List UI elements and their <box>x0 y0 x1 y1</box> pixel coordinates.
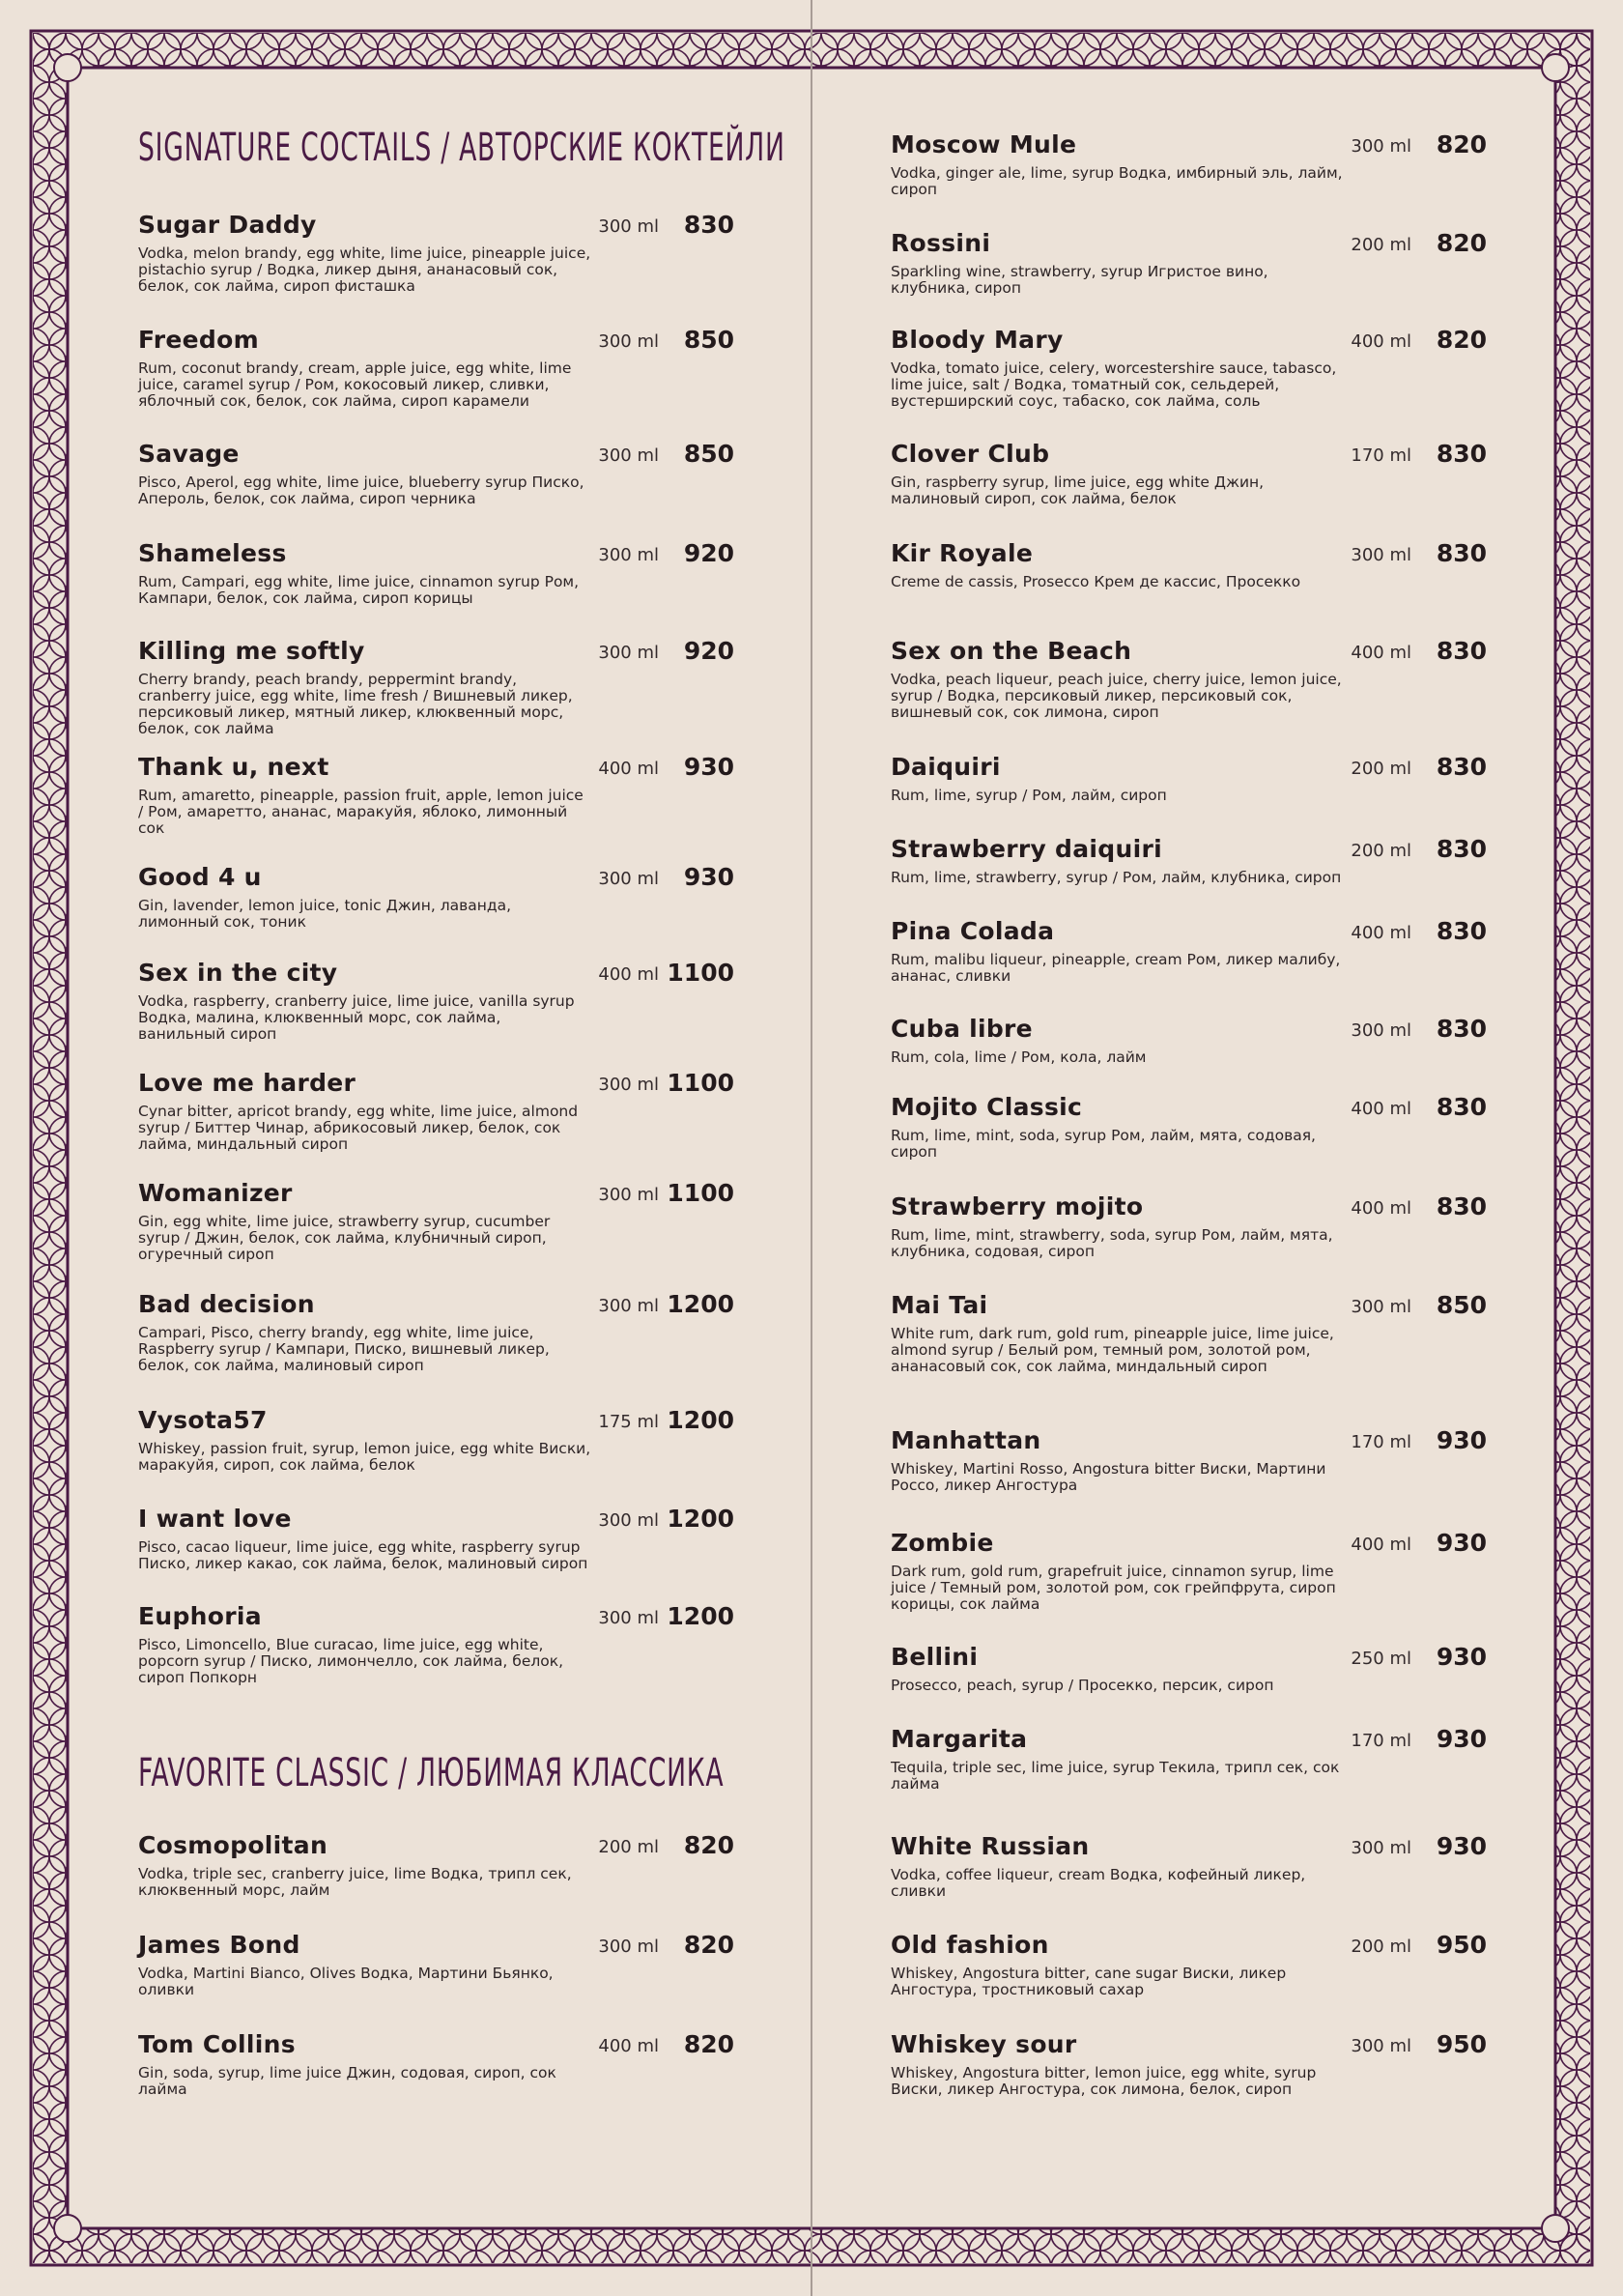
item-price: 820 <box>1436 130 1487 158</box>
item-name: Tom Collins <box>138 2030 296 2058</box>
item-name: Zombie <box>891 1529 994 1557</box>
item-name: Rossini <box>891 229 991 257</box>
item-name: Bellini <box>891 1643 979 1671</box>
item-price: 920 <box>683 637 734 665</box>
item-name: Mai Tai <box>891 1291 988 1319</box>
item-description: Pisco, Limoncello, Blue curacao, lime juice, egg white, popcorn syrup / Писко, лимончелло, сок лайма, белок, сироп Попкорн <box>138 1636 564 1686</box>
item-volume: 300 ml <box>598 331 659 352</box>
item-description: Rum, coconut brandy, cream, apple juice, egg white, lime juice, caramel syrup / Ром, кокосовый ликер, сливки, яблочный сок, белок, сок лайма, сироп карамели <box>138 359 572 410</box>
item-volume: 170 ml <box>1351 1731 1411 1751</box>
item-description: Rum, Campari, egg white, lime juice, cinnamon syrup Ром, Кампари, белок, сок лайма, сироп корицы <box>138 573 580 607</box>
item-description: Cherry brandy, peach brandy, peppermint brandy, cranberry juice, egg white, lime fresh / Вишневый ликер, персиковый ликер, мятный ликер, клюквенный морс, белок, сок лайма <box>138 671 573 737</box>
item-volume: 300 ml <box>598 1937 659 1957</box>
item-price: 1100 <box>667 1069 734 1097</box>
item-description: Whiskey, passion fruit, syrup, lemon juice, egg white Виски, маракуйя, сироп, сок лайма, белок <box>138 1440 591 1474</box>
item-price: 1200 <box>667 1290 734 1318</box>
item-description: Cynar bitter, apricot brandy, egg white, lime juice, almond syrup / Биттер Чинар, абрикосовый ликер, белок, сок лайма, миндальный сироп <box>138 1103 579 1153</box>
item-name: Daiquiri <box>891 753 1001 781</box>
item-volume: 300 ml <box>598 216 659 237</box>
item-name: Freedom <box>138 326 259 354</box>
item-description: White rum, dark rum, gold rum, pineapple juice, lime juice, almond syrup / Белый ром, темный ром, золотой ром, ананасовый сок, сок лайма, миндальный сироп <box>891 1325 1334 1375</box>
item-description: Whiskey, Martini Rosso, Angostura bitter Виски, Мартини Россо, ликер Ангостура <box>891 1460 1326 1494</box>
item-name: White Russian <box>891 1832 1090 1860</box>
item-description: Rum, malibu liqueur, pineapple, cream Ром, ликер малибу, ананас, сливки <box>891 951 1341 985</box>
item-price: 1100 <box>667 959 734 987</box>
item-description: Gin, egg white, lime juice, strawberry syrup, cucumber syrup / Джин, белок, сок лайма, клубничный сироп, огуречный сироп <box>138 1213 551 1263</box>
item-volume: 400 ml <box>1351 1198 1411 1219</box>
item-price: 820 <box>1436 229 1487 257</box>
item-description: Rum, cola, lime / Ром, кола, лайм <box>891 1048 1147 1066</box>
item-volume: 400 ml <box>1351 1099 1411 1119</box>
item-name: Sex in the city <box>138 959 338 987</box>
item-price: 1200 <box>667 1505 734 1533</box>
item-name: Bad decision <box>138 1290 315 1318</box>
item-volume: 400 ml <box>598 964 659 985</box>
item-name: Moscow Mule <box>891 130 1077 158</box>
item-name: Shameless <box>138 539 287 567</box>
item-name: Sugar Daddy <box>138 211 317 239</box>
item-name: Cosmopolitan <box>138 1831 328 1859</box>
item-description: Vodka, Martini Bianco, Olives Водка, Мартини Бьянко, оливки <box>138 1965 554 1998</box>
item-description: Creme de cassis, Prosecco Крем де кассис, Просекко <box>891 573 1301 590</box>
item-description: Campari, Pisco, cherry brandy, egg white, lime juice, Raspberry syrup / Кампари, Писко, вишневый ликер, белок, сок лайма, малиновый сироп <box>138 1324 550 1374</box>
item-price: 1200 <box>667 1602 734 1630</box>
item-name: Clover Club <box>891 440 1050 468</box>
item-description: Vodka, tomato juice, celery, worcestershire sauce, tabasco, lime juice, salt / Водка, томатный сок, сельдерей, вустерширский соус, табаско, сок лайма, соль <box>891 359 1337 410</box>
item-price: 830 <box>1436 917 1487 945</box>
item-description: Gin, lavender, lemon juice, tonic Джин, лаванда, лимонный сок, тоник <box>138 897 512 931</box>
signature-section-title: SIGNATURE COCTAILS / АВТОРСКИЕ КОКТЕЙЛИ <box>138 126 785 170</box>
item-description: Prosecco, peach, syrup / Просекко, персик, сироп <box>891 1677 1274 1694</box>
item-price: 930 <box>1436 1426 1487 1454</box>
item-volume: 300 ml <box>598 1185 659 1205</box>
item-price: 930 <box>1436 1529 1487 1557</box>
item-name: Old fashion <box>891 1931 1049 1959</box>
item-volume: 300 ml <box>1351 1838 1411 1858</box>
item-volume: 200 ml <box>1351 841 1411 861</box>
item-volume: 300 ml <box>598 545 659 565</box>
item-volume: 300 ml <box>598 869 659 889</box>
item-volume: 175 ml <box>598 1412 659 1432</box>
item-volume: 300 ml <box>1351 545 1411 565</box>
item-description: Whiskey, Angostura bitter, cane sugar Виски, ликер Ангостура, тростниковый сахар <box>891 1965 1287 1998</box>
item-volume: 400 ml <box>1351 331 1411 352</box>
item-price: 850 <box>683 440 734 468</box>
item-price: 830 <box>1436 1192 1487 1220</box>
item-name: Womanizer <box>138 1179 293 1207</box>
item-volume: 300 ml <box>598 1075 659 1095</box>
item-description: Pisco, cacao liqueur, lime juice, egg white, raspberry syrup Писко, ликер какао, сок лайма, белок, малиновый сироп <box>138 1538 588 1572</box>
item-volume: 200 ml <box>598 1837 659 1857</box>
center-divider <box>811 0 812 2296</box>
item-description: Rum, lime, mint, strawberry, soda, syrup Ром, лайм, мята, клубника, содовая, сироп <box>891 1226 1333 1260</box>
item-description: Sparkling wine, strawberry, syrup Игристое вино, клубника, сироп <box>891 263 1268 297</box>
item-price: 920 <box>683 539 734 567</box>
item-description: Rum, amaretto, pineapple, passion fruit, apple, lemon juice / Ром, амаретто, ананас, маракуйя, яблоко, лимонный сок <box>138 787 584 837</box>
item-description: Gin, soda, syrup, lime juice Джин, содовая, сироп, сок лайма <box>138 2064 556 2098</box>
item-volume: 400 ml <box>598 2036 659 2056</box>
item-name: Love me harder <box>138 1069 356 1097</box>
item-volume: 300 ml <box>1351 1020 1411 1041</box>
item-name: Kir Royale <box>891 539 1034 567</box>
item-name: Margarita <box>891 1725 1028 1753</box>
item-description: Dark rum, gold rum, grapefruit juice, cinnamon syrup, lime juice / Темный ром, золотой ром, сок грейпфрута, сироп корицы, сок лайма <box>891 1563 1336 1613</box>
item-price: 950 <box>1436 1931 1487 1959</box>
item-volume: 300 ml <box>598 1510 659 1531</box>
item-volume: 300 ml <box>1351 2036 1411 2056</box>
item-price: 830 <box>1436 753 1487 781</box>
item-price: 950 <box>1436 2030 1487 2058</box>
item-volume: 300 ml <box>1351 1297 1411 1317</box>
item-volume: 400 ml <box>1351 923 1411 943</box>
item-price: 1200 <box>667 1406 734 1434</box>
item-price: 850 <box>683 326 734 354</box>
item-price: 830 <box>1436 637 1487 665</box>
item-name: Bloody Mary <box>891 326 1064 354</box>
item-price: 830 <box>683 211 734 239</box>
item-volume: 400 ml <box>598 759 659 779</box>
item-price: 930 <box>683 863 734 891</box>
item-price: 830 <box>1436 539 1487 567</box>
item-name: Euphoria <box>138 1602 262 1630</box>
item-price: 930 <box>1436 1725 1487 1753</box>
item-volume: 300 ml <box>598 1608 659 1628</box>
item-name: Whiskey sour <box>891 2030 1077 2058</box>
item-description: Vodka, raspberry, cranberry juice, lime juice, vanilla syrup Водка, малина, клюквенный морс, сок лайма, ванильный сироп <box>138 992 575 1043</box>
item-name: Vysota57 <box>138 1406 268 1434</box>
item-name: Thank u, next <box>138 753 329 781</box>
item-name: I want love <box>138 1505 292 1533</box>
item-volume: 250 ml <box>1351 1649 1411 1669</box>
item-price: 820 <box>683 1831 734 1859</box>
item-description: Gin, raspberry syrup, lime juice, egg white Джин, малиновый сироп, сок лайма, белок <box>891 474 1265 507</box>
item-name: Good 4 u <box>138 863 262 891</box>
classic-section-title: FAVORITE CLASSIC / ЛЮБИМАЯ КЛАССИКА <box>138 1751 725 1795</box>
item-volume: 170 ml <box>1351 445 1411 466</box>
item-price: 830 <box>1436 1093 1487 1121</box>
item-price: 830 <box>1436 440 1487 468</box>
item-description: Tequila, triple sec, lime juice, syrup Текила, трипл сек, сок лайма <box>891 1759 1340 1793</box>
item-volume: 400 ml <box>1351 1535 1411 1555</box>
item-price: 930 <box>683 753 734 781</box>
item-volume: 400 ml <box>1351 643 1411 663</box>
item-volume: 300 ml <box>1351 136 1411 157</box>
item-volume: 300 ml <box>598 1296 659 1316</box>
item-volume: 200 ml <box>1351 759 1411 779</box>
item-description: Vodka, coffee liqueur, cream Водка, кофейный ликер, сливки <box>891 1866 1306 1900</box>
item-price: 1100 <box>667 1179 734 1207</box>
item-name: Mojito Classic <box>891 1093 1083 1121</box>
item-name: Pina Colada <box>891 917 1055 945</box>
item-description: Vodka, ginger ale, lime, syrup Водка, имбирный эль, лайм, сироп <box>891 164 1343 198</box>
item-volume: 300 ml <box>598 643 659 663</box>
item-name: Manhattan <box>891 1426 1041 1454</box>
item-volume: 300 ml <box>598 445 659 466</box>
item-volume: 200 ml <box>1351 235 1411 255</box>
item-price: 820 <box>1436 326 1487 354</box>
item-price: 930 <box>1436 1832 1487 1860</box>
item-description: Pisco, Aperol, egg white, lime juice, blueberry syrup Писко, Апероль, белок, сок лайма, сироп черника <box>138 474 584 507</box>
item-name: Cuba libre <box>891 1015 1033 1043</box>
item-price: 850 <box>1436 1291 1487 1319</box>
item-name: Strawberry mojito <box>891 1192 1144 1220</box>
item-price: 820 <box>683 2030 734 2058</box>
item-price: 820 <box>683 1931 734 1959</box>
item-description: Vodka, triple sec, cranberry juice, lime Водка, трипл сек, клюквенный морс, лайм <box>138 1865 572 1899</box>
item-description: Rum, lime, mint, soda, syrup Ром, лайм, мята, содовая, сироп <box>891 1127 1316 1161</box>
item-name: Sex on the Beach <box>891 637 1132 665</box>
item-description: Vodka, melon brandy, egg white, lime juice, pineapple juice, pistachio syrup / Водка, ликер дыня, ананасовый сок, белок, сок лайма, сироп фисташка <box>138 244 591 295</box>
item-description: Rum, lime, strawberry, syrup / Ром, лайм, клубника, сироп <box>891 869 1342 886</box>
item-volume: 200 ml <box>1351 1937 1411 1957</box>
item-description: Whiskey, Angostura bitter, lemon juice, egg white, syrup Виски, ликер Ангостура, сок лимона, белок, сироп <box>891 2064 1317 2098</box>
item-price: 830 <box>1436 1015 1487 1043</box>
item-name: Killing me softly <box>138 637 365 665</box>
item-price: 830 <box>1436 835 1487 863</box>
item-volume: 170 ml <box>1351 1432 1411 1452</box>
item-price: 930 <box>1436 1643 1487 1671</box>
item-description: Rum, lime, syrup / Ром, лайм, сироп <box>891 787 1167 804</box>
item-name: James Bond <box>138 1931 300 1959</box>
item-description: Vodka, peach liqueur, peach juice, cherry juice, lemon juice, syrup / Водка, персиковый ликер, персиковый сок, вишневый сок, сок лимона, сироп <box>891 671 1342 721</box>
item-name: Strawberry daiquiri <box>891 835 1162 863</box>
item-name: Savage <box>138 440 240 468</box>
